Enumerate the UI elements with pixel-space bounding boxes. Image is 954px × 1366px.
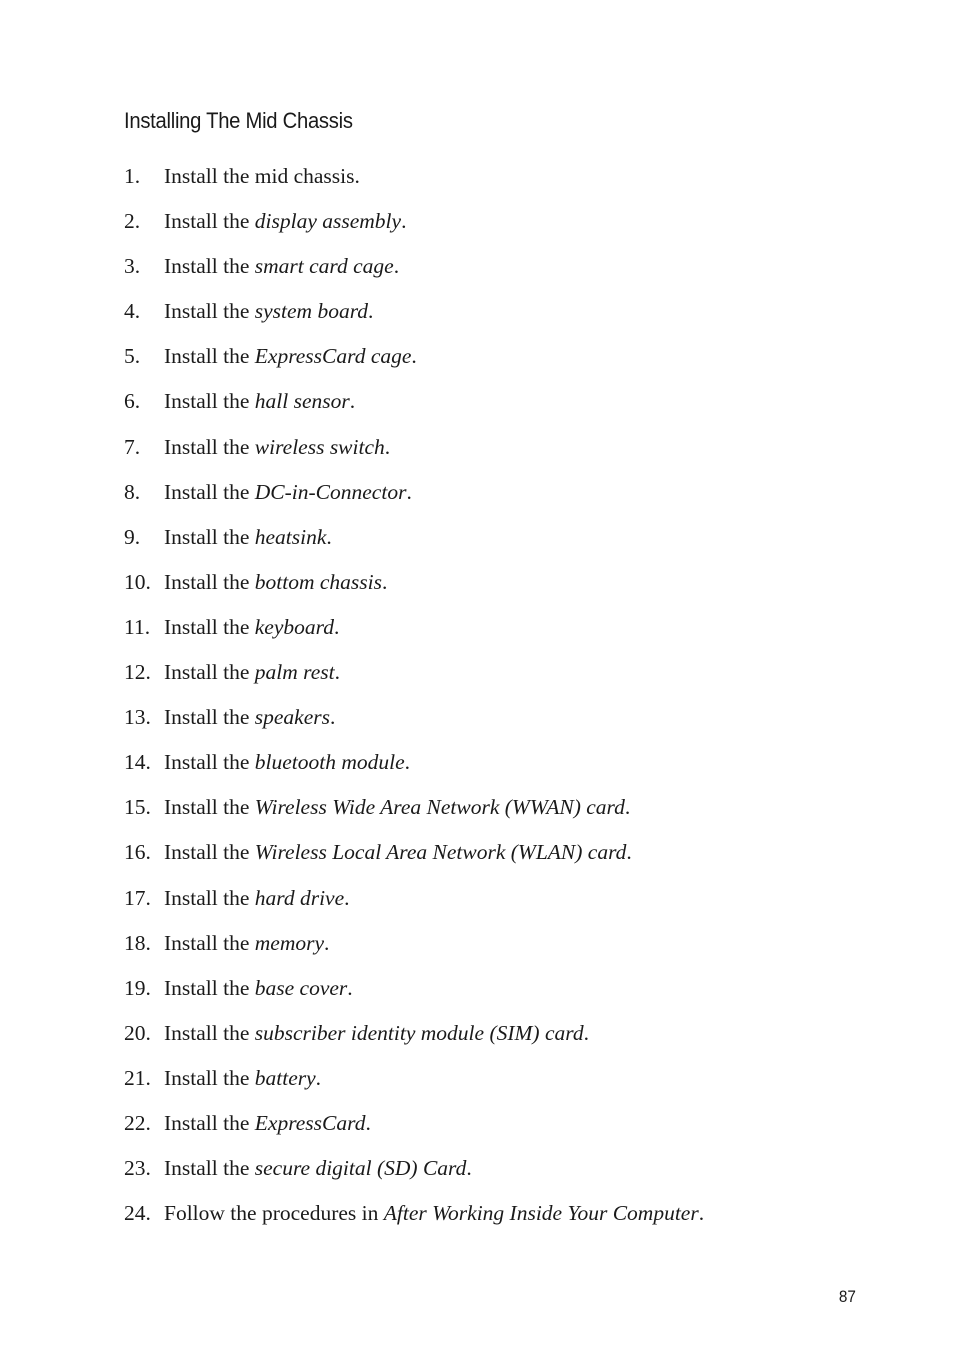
step-item: [124, 205, 704, 250]
step-prefix: Install the: [164, 1065, 255, 1090]
step-text: [164, 160, 360, 192]
step-suffix: .: [384, 434, 391, 459]
step-link[interactable]: After Working Inside Your Computer: [383, 1201, 699, 1226]
step-number: 17.: [124, 885, 151, 910]
step-link[interactable]: keyboard: [254, 614, 334, 639]
step-item: [124, 1197, 704, 1242]
step-link[interactable]: heatsink: [254, 524, 327, 549]
step-number: 22.: [124, 1110, 151, 1135]
step-prefix: Install the: [164, 569, 255, 594]
step-link[interactable]: subscriber identity module (SIM) card: [254, 1020, 584, 1045]
step-prefix: Install the: [164, 254, 255, 279]
step-number: 13.: [124, 705, 151, 730]
step-text: [164, 836, 632, 868]
step-suffix: .: [344, 885, 350, 910]
step-text: [164, 1107, 371, 1139]
step-number: 18.: [124, 930, 151, 955]
step-prefix: Install the: [164, 930, 255, 955]
step-suffix: .: [368, 299, 374, 324]
step-text: [164, 746, 410, 778]
step-number: 4.: [124, 299, 141, 324]
step-item: [124, 791, 704, 836]
step-text: [164, 791, 630, 823]
step-number: 7.: [124, 434, 141, 459]
step-item: [124, 611, 704, 656]
step-text: [164, 566, 387, 598]
step-suffix: .: [393, 254, 400, 279]
step-number: 19.: [124, 975, 151, 1000]
section-heading: Installing The Mid Chassis: [124, 108, 353, 133]
step-link[interactable]: bluetooth module: [254, 750, 405, 775]
step-suffix: .: [624, 795, 631, 820]
step-suffix: .: [626, 840, 632, 865]
step-link[interactable]: Wireless Wide Area Network (WWAN) card: [254, 795, 625, 820]
step-prefix: Install the: [164, 840, 255, 865]
step-item: [124, 431, 704, 476]
step-link[interactable]: bottom chassis: [254, 569, 382, 594]
step-number: 14.: [124, 750, 151, 775]
step-suffix: .: [365, 1110, 371, 1135]
step-item: [124, 1107, 704, 1152]
step-number: 20.: [124, 1020, 151, 1045]
steps-list: [124, 160, 704, 1242]
step-prefix: Follow the procedures in: [164, 1201, 384, 1226]
step-number: 16.: [124, 840, 151, 865]
step-text: [164, 927, 329, 959]
step-prefix: Install the: [164, 434, 255, 459]
step-link[interactable]: Wireless Local Area Network (WLAN) card: [254, 840, 627, 865]
step-link[interactable]: hard drive: [254, 885, 345, 910]
step-number: 15.: [124, 795, 151, 820]
step-suffix: .: [583, 1020, 589, 1045]
step-prefix: Install the: [164, 1156, 255, 1181]
step-suffix: .: [330, 705, 336, 730]
step-prefix: Install the: [164, 614, 255, 639]
step-item: [124, 972, 704, 1017]
step-link[interactable]: palm rest: [254, 660, 335, 685]
step-prefix: Install the: [164, 389, 255, 414]
step-text: [164, 1062, 321, 1094]
step-link[interactable]: base cover: [254, 975, 348, 1000]
step-prefix: Install the mid chassis.: [164, 164, 360, 188]
step-number: 23.: [124, 1156, 151, 1181]
step-text: [164, 1197, 704, 1229]
step-suffix: .: [411, 344, 417, 369]
step-number: 9.: [124, 524, 141, 549]
step-text: [164, 1152, 472, 1184]
step-prefix: Install the: [164, 524, 255, 549]
step-prefix: Install the: [164, 299, 255, 324]
step-suffix: .: [401, 209, 407, 234]
step-text: [164, 701, 335, 733]
step-number: 2.: [124, 209, 141, 234]
step-suffix: .: [466, 1156, 472, 1181]
step-item: [124, 160, 704, 205]
step-prefix: Install the: [164, 344, 255, 369]
step-text: [164, 656, 340, 688]
step-suffix: .: [334, 660, 340, 685]
step-link[interactable]: battery: [254, 1065, 316, 1090]
step-link[interactable]: secure digital (SD) Card: [254, 1156, 467, 1181]
step-text: [164, 295, 373, 327]
step-text: [164, 250, 399, 282]
step-item: [124, 566, 704, 611]
step-item: [124, 476, 704, 521]
step-item: [124, 1152, 704, 1197]
step-suffix: .: [333, 614, 340, 639]
step-link[interactable]: ExpressCard: [254, 1110, 366, 1135]
step-prefix: Install the: [164, 209, 255, 234]
step-number: 8.: [124, 479, 141, 504]
step-number: 1.: [124, 164, 141, 188]
step-text: [164, 340, 417, 372]
step-number: 24.: [124, 1201, 151, 1226]
step-link[interactable]: hall sensor: [254, 389, 350, 414]
step-prefix: Install the: [164, 660, 255, 685]
step-item: [124, 1017, 704, 1062]
step-item: [124, 385, 704, 430]
step-link[interactable]: DC-in-Connector: [254, 479, 407, 504]
step-item: [124, 521, 704, 566]
step-number: 5.: [124, 344, 141, 369]
step-number: 12.: [124, 660, 151, 685]
step-item: [124, 701, 704, 746]
step-item: [124, 295, 704, 340]
step-item: [124, 746, 704, 791]
step-prefix: Install the: [164, 885, 255, 910]
step-suffix: .: [381, 569, 388, 594]
step-text: [164, 1017, 589, 1049]
step-prefix: Install the: [164, 795, 255, 820]
step-link[interactable]: display assembly: [254, 209, 402, 234]
step-number: 11.: [124, 614, 151, 639]
step-text: [164, 611, 339, 643]
step-item: [124, 882, 704, 927]
step-text: [164, 521, 332, 553]
step-item: [124, 927, 704, 972]
step-prefix: Install the: [164, 1110, 255, 1135]
step-number: 6.: [124, 389, 141, 414]
step-link[interactable]: memory: [254, 930, 325, 955]
step-number: 10.: [124, 569, 151, 594]
step-item: [124, 656, 704, 701]
step-text: [164, 205, 406, 237]
step-item: [124, 1062, 704, 1107]
step-link[interactable]: speakers: [254, 705, 330, 730]
step-item: [124, 340, 704, 385]
step-number: 3.: [124, 254, 141, 279]
step-text: [164, 882, 350, 914]
step-suffix: .: [347, 975, 353, 1000]
step-suffix: .: [404, 750, 411, 775]
step-prefix: Install the: [164, 1020, 255, 1045]
step-suffix: .: [324, 930, 330, 955]
step-text: [164, 431, 390, 463]
step-text: [164, 972, 353, 1004]
step-suffix: .: [698, 1201, 705, 1226]
step-text: [164, 476, 412, 508]
step-suffix: .: [406, 479, 412, 504]
step-prefix: Install the: [164, 975, 255, 1000]
step-suffix: .: [315, 1065, 322, 1090]
step-link[interactable]: wireless switch: [254, 434, 385, 459]
step-link[interactable]: ExpressCard cage: [254, 344, 412, 369]
page-number: 87: [838, 1287, 856, 1306]
step-link[interactable]: smart card cage: [254, 254, 394, 279]
step-text: [164, 385, 355, 417]
step-number: 21.: [124, 1065, 151, 1090]
step-suffix: .: [326, 524, 332, 549]
step-prefix: Install the: [164, 479, 255, 504]
step-suffix: .: [349, 389, 356, 414]
step-link[interactable]: system board: [254, 299, 369, 324]
step-item: [124, 250, 704, 295]
step-prefix: Install the: [164, 705, 255, 730]
step-item: [124, 836, 704, 881]
step-prefix: Install the: [164, 750, 255, 775]
